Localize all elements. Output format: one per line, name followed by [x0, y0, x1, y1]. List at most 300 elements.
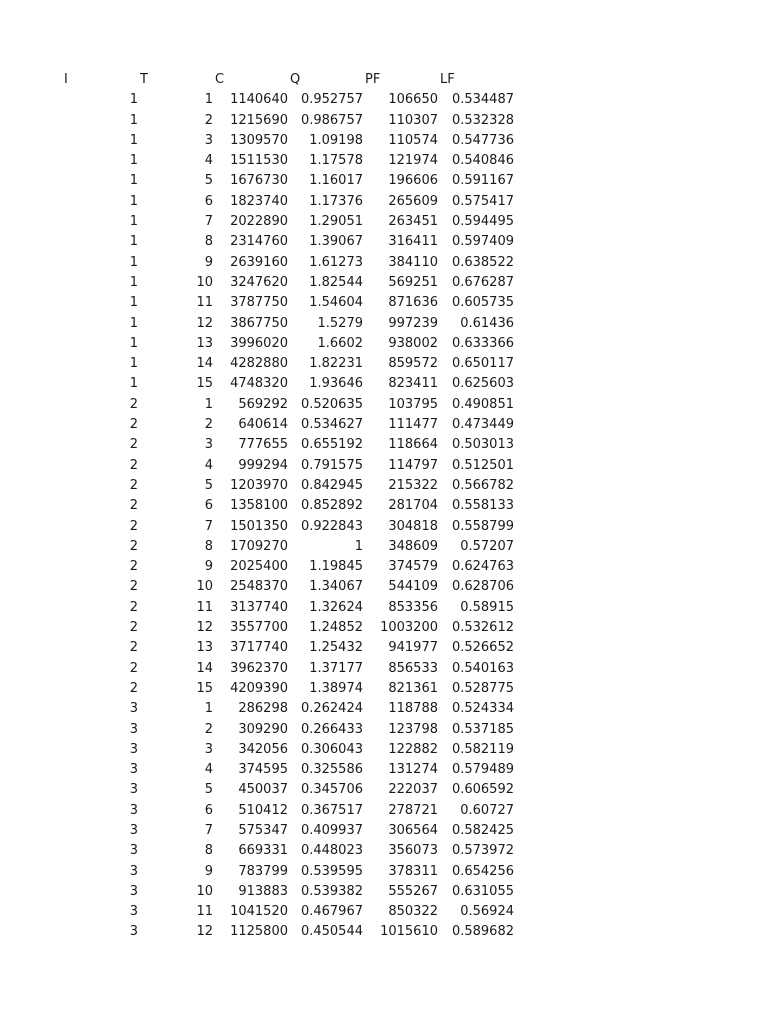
cell-i: 1 [129, 214, 138, 230]
cell-lf: 0.605735 [451, 295, 514, 311]
table-row [0, 293, 768, 313]
cell-i: 1 [129, 274, 138, 290]
cell-lf: 0.582425 [451, 822, 514, 838]
cell-c: 309290 [238, 721, 288, 737]
cell-i: 3 [129, 762, 138, 778]
cell-q: 1.34067 [309, 579, 363, 595]
cell-q: 0.534627 [300, 417, 363, 433]
cell-t: 14 [196, 356, 213, 372]
cell-t: 2 [204, 721, 213, 737]
cell-i: 2 [129, 680, 138, 696]
cell-c: 3962370 [230, 660, 288, 676]
cell-q: 0.791575 [300, 457, 363, 473]
cell-lf: 0.540163 [451, 660, 514, 676]
cell-c: 1309570 [230, 132, 288, 148]
cell-t: 1 [204, 396, 213, 412]
cell-lf: 0.624763 [451, 559, 514, 575]
cell-i: 2 [129, 538, 138, 554]
cell-lf: 0.631055 [451, 883, 514, 899]
header-row [0, 70, 768, 90]
cell-lf: 0.524334 [451, 701, 514, 717]
cell-pf: 871636 [388, 295, 438, 311]
cell-lf: 0.638522 [451, 254, 514, 270]
cell-q: 0.539595 [300, 863, 363, 879]
cell-pf: 1003200 [380, 620, 438, 636]
table-row [0, 456, 768, 476]
cell-c: 4748320 [230, 376, 288, 392]
header-c: C [215, 72, 225, 87]
cell-c: 999294 [238, 457, 288, 473]
cell-t: 5 [204, 782, 213, 798]
table-row [0, 476, 768, 496]
table-body [0, 90, 768, 942]
cell-t: 4 [204, 153, 213, 169]
cell-i: 3 [129, 924, 138, 940]
cell-lf: 0.526652 [451, 640, 514, 656]
cell-i: 2 [129, 457, 138, 473]
cell-pf: 222037 [388, 782, 438, 798]
cell-t: 15 [196, 376, 213, 392]
cell-i: 3 [129, 721, 138, 737]
cell-c: 3996020 [230, 335, 288, 351]
table-row [0, 131, 768, 151]
table-row [0, 618, 768, 638]
cell-pf: 263451 [388, 214, 438, 230]
cell-pf: 853356 [388, 599, 438, 615]
cell-pf: 348609 [388, 538, 438, 554]
cell-q: 1.93646 [309, 376, 363, 392]
cell-i: 3 [129, 843, 138, 859]
cell-lf: 0.57207 [460, 538, 514, 554]
cell-pf: 850322 [388, 904, 438, 920]
table-row [0, 557, 768, 577]
table-row [0, 415, 768, 435]
cell-pf: 823411 [388, 376, 438, 392]
cell-lf: 0.547736 [451, 132, 514, 148]
cell-q: 0.467967 [300, 904, 363, 920]
cell-t: 11 [196, 295, 213, 311]
cell-q: 0.306043 [300, 741, 363, 757]
cell-q: 0.262424 [300, 701, 363, 717]
cell-t: 14 [196, 660, 213, 676]
cell-pf: 1015610 [380, 924, 438, 940]
cell-pf: 941977 [388, 640, 438, 656]
table-row [0, 111, 768, 131]
cell-pf: 384110 [388, 254, 438, 270]
cell-pf: 111477 [388, 417, 438, 433]
table-row [0, 740, 768, 760]
cell-q: 0.409937 [300, 822, 363, 838]
table-row [0, 577, 768, 597]
cell-i: 2 [129, 437, 138, 453]
cell-c: 569292 [238, 396, 288, 412]
cell-i: 2 [129, 579, 138, 595]
cell-t: 12 [196, 315, 213, 331]
cell-q: 1.82544 [309, 274, 363, 290]
cell-pf: 196606 [388, 173, 438, 189]
cell-q: 1.39067 [309, 234, 363, 250]
header-t: T [140, 72, 148, 87]
cell-pf: 555267 [388, 883, 438, 899]
cell-t: 12 [196, 924, 213, 940]
cell-q: 0.266433 [300, 721, 363, 737]
cell-q: 0.655192 [300, 437, 363, 453]
cell-pf: 118788 [388, 701, 438, 717]
cell-q: 0.842945 [300, 477, 363, 493]
cell-i: 2 [129, 498, 138, 514]
cell-pf: 265609 [388, 193, 438, 209]
cell-q: 1.61273 [309, 254, 363, 270]
data-sheet [0, 70, 768, 943]
cell-lf: 0.61436 [460, 315, 514, 331]
table-row [0, 902, 768, 922]
cell-c: 4282880 [230, 356, 288, 372]
cell-i: 3 [129, 904, 138, 920]
cell-t: 1 [204, 701, 213, 717]
table-row [0, 801, 768, 821]
cell-i: 1 [129, 315, 138, 331]
cell-i: 1 [129, 153, 138, 169]
cell-i: 1 [129, 132, 138, 148]
cell-i: 1 [129, 356, 138, 372]
cell-c: 2022890 [230, 214, 288, 230]
cell-q: 1.38974 [309, 680, 363, 696]
cell-lf: 0.575417 [451, 193, 514, 209]
cell-lf: 0.56924 [460, 904, 514, 920]
table-row [0, 395, 768, 415]
cell-pf: 378311 [388, 863, 438, 879]
header-q: Q [290, 72, 301, 87]
cell-c: 374595 [238, 762, 288, 778]
cell-lf: 0.532612 [451, 620, 514, 636]
cell-i: 1 [129, 335, 138, 351]
cell-t: 8 [204, 843, 213, 859]
cell-t: 9 [204, 559, 213, 575]
cell-q: 1.17578 [309, 153, 363, 169]
cell-c: 3717740 [230, 640, 288, 656]
cell-t: 1 [204, 92, 213, 108]
cell-i: 2 [129, 559, 138, 575]
cell-pf: 859572 [388, 356, 438, 372]
cell-q: 0.986757 [300, 112, 363, 128]
cell-q: 0.367517 [300, 802, 363, 818]
cell-i: 1 [129, 112, 138, 128]
cell-pf: 103795 [388, 396, 438, 412]
cell-lf: 0.579489 [451, 762, 514, 778]
cell-t: 4 [204, 457, 213, 473]
cell-q: 1.19845 [309, 559, 363, 575]
table-row [0, 171, 768, 191]
cell-c: 2639160 [230, 254, 288, 270]
table-row [0, 517, 768, 537]
cell-pf: 821361 [388, 680, 438, 696]
cell-q: 0.325586 [300, 762, 363, 778]
cell-i: 3 [129, 863, 138, 879]
cell-c: 1709270 [230, 538, 288, 554]
table-row [0, 192, 768, 212]
cell-t: 15 [196, 680, 213, 696]
cell-pf: 114797 [388, 457, 438, 473]
cell-t: 11 [196, 599, 213, 615]
cell-pf: 356073 [388, 843, 438, 859]
cell-lf: 0.58915 [460, 599, 514, 615]
cell-lf: 0.573972 [451, 843, 514, 859]
cell-q: 1.17376 [309, 193, 363, 209]
table-row [0, 253, 768, 273]
cell-lf: 0.650117 [451, 356, 514, 372]
cell-t: 6 [204, 193, 213, 209]
cell-t: 10 [196, 579, 213, 595]
cell-pf: 316411 [388, 234, 438, 250]
cell-lf: 0.654256 [451, 863, 514, 879]
table-row [0, 90, 768, 110]
table-row [0, 435, 768, 455]
table-row [0, 598, 768, 618]
cell-c: 2548370 [230, 579, 288, 595]
cell-lf: 0.473449 [451, 417, 514, 433]
cell-lf: 0.676287 [451, 274, 514, 290]
table-row [0, 212, 768, 232]
cell-c: 3137740 [230, 599, 288, 615]
cell-c: 1215690 [230, 112, 288, 128]
cell-t: 7 [204, 214, 213, 230]
cell-lf: 0.625603 [451, 376, 514, 392]
cell-lf: 0.60727 [460, 802, 514, 818]
cell-c: 1676730 [230, 173, 288, 189]
cell-lf: 0.591167 [451, 173, 514, 189]
cell-t: 5 [204, 173, 213, 189]
table-row [0, 659, 768, 679]
cell-c: 2025400 [230, 559, 288, 575]
table-row [0, 374, 768, 394]
cell-t: 8 [204, 538, 213, 554]
cell-t: 4 [204, 762, 213, 778]
cell-c: 575347 [238, 822, 288, 838]
cell-t: 2 [204, 112, 213, 128]
cell-i: 2 [129, 640, 138, 656]
cell-i: 1 [129, 295, 138, 311]
cell-pf: 304818 [388, 518, 438, 534]
cell-c: 1140640 [230, 92, 288, 108]
cell-t: 3 [204, 741, 213, 757]
cell-c: 1125800 [230, 924, 288, 940]
cell-i: 3 [129, 701, 138, 717]
cell-c: 1511530 [230, 153, 288, 169]
cell-lf: 0.558133 [451, 498, 514, 514]
cell-i: 1 [129, 234, 138, 250]
cell-lf: 0.633366 [451, 335, 514, 351]
cell-c: 669331 [238, 843, 288, 859]
cell-i: 2 [129, 620, 138, 636]
cell-pf: 118664 [388, 437, 438, 453]
cell-i: 3 [129, 883, 138, 899]
cell-q: 0.852892 [300, 498, 363, 514]
cell-lf: 0.490851 [451, 396, 514, 412]
cell-q: 0.450544 [300, 924, 363, 940]
cell-q: 1.09198 [309, 132, 363, 148]
cell-t: 13 [196, 335, 213, 351]
cell-lf: 0.628706 [451, 579, 514, 595]
table-row [0, 760, 768, 780]
cell-q: 1.5279 [317, 315, 363, 331]
cell-i: 2 [129, 396, 138, 412]
cell-pf: 306564 [388, 822, 438, 838]
cell-lf: 0.532328 [451, 112, 514, 128]
table-row [0, 821, 768, 841]
cell-q: 1.24852 [309, 620, 363, 636]
cell-i: 1 [129, 254, 138, 270]
cell-i: 1 [129, 376, 138, 392]
cell-q: 0.448023 [300, 843, 363, 859]
cell-lf: 0.606592 [451, 782, 514, 798]
cell-lf: 0.512501 [451, 457, 514, 473]
cell-q: 1.82231 [309, 356, 363, 372]
header-lf: LF [440, 72, 455, 87]
cell-c: 1823740 [230, 193, 288, 209]
cell-i: 2 [129, 477, 138, 493]
cell-t: 5 [204, 477, 213, 493]
cell-i: 1 [129, 173, 138, 189]
cell-c: 3787750 [230, 295, 288, 311]
cell-pf: 110307 [388, 112, 438, 128]
cell-t: 11 [196, 904, 213, 920]
table-row [0, 679, 768, 699]
table-row [0, 922, 768, 942]
table-row [0, 699, 768, 719]
table-row [0, 354, 768, 374]
cell-c: 3867750 [230, 315, 288, 331]
cell-t: 6 [204, 802, 213, 818]
cell-pf: 110574 [388, 132, 438, 148]
cell-i: 3 [129, 822, 138, 838]
cell-lf: 0.540846 [451, 153, 514, 169]
cell-lf: 0.503013 [451, 437, 514, 453]
cell-pf: 544109 [388, 579, 438, 595]
cell-lf: 0.534487 [451, 92, 514, 108]
cell-c: 2314760 [230, 234, 288, 250]
cell-q: 1.29051 [309, 214, 363, 230]
cell-lf: 0.597409 [451, 234, 514, 250]
cell-t: 10 [196, 274, 213, 290]
cell-i: 1 [129, 92, 138, 108]
cell-c: 450037 [238, 782, 288, 798]
cell-t: 8 [204, 234, 213, 250]
cell-q: 1 [354, 538, 363, 554]
cell-pf: 106650 [388, 92, 438, 108]
cell-pf: 278721 [388, 802, 438, 818]
cell-c: 913883 [238, 883, 288, 899]
cell-q: 1.32624 [309, 599, 363, 615]
cell-lf: 0.582119 [451, 741, 514, 757]
cell-pf: 856533 [388, 660, 438, 676]
cell-t: 13 [196, 640, 213, 656]
cell-q: 0.922843 [300, 518, 363, 534]
cell-i: 3 [129, 741, 138, 757]
cell-c: 3247620 [230, 274, 288, 290]
cell-pf: 374579 [388, 559, 438, 575]
table-row [0, 232, 768, 252]
cell-t: 2 [204, 417, 213, 433]
cell-i: 2 [129, 660, 138, 676]
cell-pf: 131274 [388, 762, 438, 778]
table-row [0, 638, 768, 658]
cell-c: 4209390 [230, 680, 288, 696]
cell-i: 2 [129, 417, 138, 433]
cell-pf: 122882 [388, 741, 438, 757]
table-row [0, 496, 768, 516]
cell-i: 1 [129, 193, 138, 209]
cell-i: 2 [129, 518, 138, 534]
cell-q: 1.37177 [309, 660, 363, 676]
cell-c: 777655 [238, 437, 288, 453]
table-row [0, 151, 768, 171]
cell-c: 1501350 [230, 518, 288, 534]
cell-pf: 121974 [388, 153, 438, 169]
cell-q: 1.6602 [317, 335, 363, 351]
table-row [0, 273, 768, 293]
cell-i: 3 [129, 782, 138, 798]
cell-c: 342056 [238, 741, 288, 757]
cell-c: 286298 [238, 701, 288, 717]
cell-c: 1041520 [230, 904, 288, 920]
cell-t: 9 [204, 254, 213, 270]
cell-q: 0.520635 [300, 396, 363, 412]
cell-t: 7 [204, 822, 213, 838]
table-row [0, 314, 768, 334]
cell-q: 0.345706 [300, 782, 363, 798]
table-row [0, 841, 768, 861]
cell-t: 6 [204, 498, 213, 514]
cell-c: 3557700 [230, 620, 288, 636]
cell-q: 1.16017 [309, 173, 363, 189]
cell-c: 1203970 [230, 477, 288, 493]
table-row [0, 780, 768, 800]
cell-i: 2 [129, 599, 138, 615]
cell-lf: 0.589682 [451, 924, 514, 940]
cell-t: 9 [204, 863, 213, 879]
cell-c: 640614 [238, 417, 288, 433]
header-i: I [64, 72, 68, 87]
cell-t: 3 [204, 437, 213, 453]
cell-pf: 997239 [388, 315, 438, 331]
table-row [0, 720, 768, 740]
cell-pf: 215322 [388, 477, 438, 493]
cell-lf: 0.528775 [451, 680, 514, 696]
cell-q: 1.54604 [309, 295, 363, 311]
cell-c: 1358100 [230, 498, 288, 514]
cell-q: 0.952757 [300, 92, 363, 108]
cell-q: 0.539382 [300, 883, 363, 899]
cell-pf: 569251 [388, 274, 438, 290]
cell-lf: 0.594495 [451, 214, 514, 230]
cell-pf: 123798 [388, 721, 438, 737]
header-pf: PF [365, 72, 381, 87]
table-row [0, 882, 768, 902]
table-row [0, 334, 768, 354]
table-row [0, 537, 768, 557]
cell-lf: 0.537185 [451, 721, 514, 737]
cell-c: 510412 [238, 802, 288, 818]
cell-lf: 0.566782 [451, 477, 514, 493]
cell-lf: 0.558799 [451, 518, 514, 534]
cell-t: 10 [196, 883, 213, 899]
cell-t: 7 [204, 518, 213, 534]
cell-pf: 938002 [388, 335, 438, 351]
table-row [0, 862, 768, 882]
cell-i: 3 [129, 802, 138, 818]
cell-q: 1.25432 [309, 640, 363, 656]
cell-c: 783799 [238, 863, 288, 879]
